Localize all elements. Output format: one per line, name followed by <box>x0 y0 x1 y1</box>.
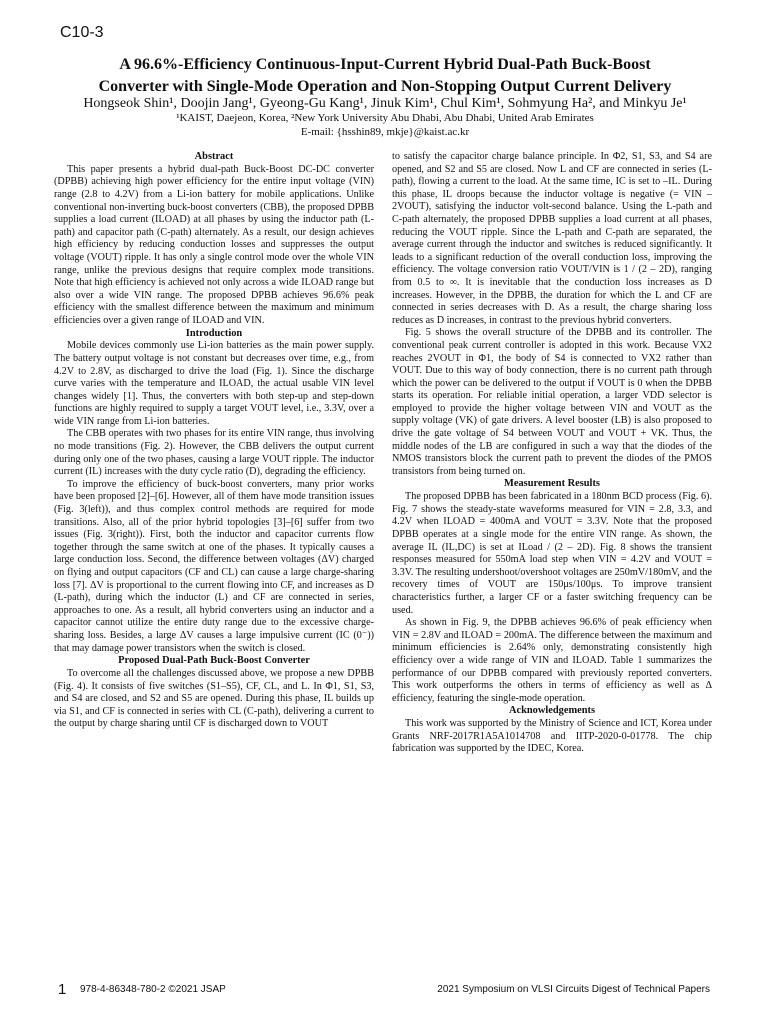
affiliations: ¹KAIST, Daejeon, Korea, ²New York University Abu Dhabi, Abu Dhabi, United Arab Emirates <box>176 112 594 124</box>
page-number: 1 <box>58 981 67 998</box>
acknowledgements-heading: Acknowledgements <box>508 705 595 717</box>
proposed-paragraph-continued: to satisfy the capacitor charge balance principle. In Φ2, S1, S3, and S4 are opened, and S2 and S5 are closed. Now L and CF are connected in series (L-path), flowing a current to the load. At the same time, IC is set to –IL. During this phase, IL droops because the inductor voltage is negative (= VIN – 2VOUT), satisfying the inductor volt-second balance. Using the L-path and C-path alternately, the proposed DPBB supplies a load current at all phases, reducing the VOUT ripple. Since the L-path and C-path are separated, the average current through the inductor and switches is reduced significantly. It leads to a significant reduction of the overall conduction loss, improving the efficiency. The voltage conversion ratio VOUT/VIN is 1 / (2 – 2D), ranging from 0.5 to ∞. It is inevitable that the conduction loss increases as D increases. However, in the DPBB, the duration for which the L and CF are connected in series decreases with D. As a result, the charge sharing loss reduces as D increases, in contrast to the previous hybrid converters. <box>392 151 712 326</box>
contact-email: E-mail: {hsshin89, mkje}@kaist.ac.kr <box>300 126 470 138</box>
right-column <box>392 151 712 756</box>
title-line-1: A 96.6%-Efficiency Continuous-Input-Current Hybrid Dual-Path Buck-Boost <box>119 56 651 73</box>
abstract-text: This paper presents a hybrid dual-path Buck-Boost DC-DC converter (DPBB) achieving high power efficiency for the entire input voltage (VIN) range (2.8 to 4.2V) from a Li-ion battery for mobile applications. Unlike conventional non-inverting buck-boost converters (CBB), the proposed DPBB supplies a load current (ILOAD) at all phases by using the inductor path (L-path) and capacitor path (C-path) alternately. As a result, our design achieves high efficiency by reducing conduction losses and suppresses the output voltage (VOUT) ripple. It has only a single control mode over the whole VIN range, unlike the previous designs that require complex mode transitions. Note that high efficiency is achieved not only across a wide ILOAD range but also over a wide VIN range. The proposed DPBB achieves 96.6% peak efficiency with the smallest difference between the maximum and minimum efficiencies over a given range of ILOAD and VIN. <box>54 163 374 326</box>
intro-paragraph-3: To improve the efficiency of buck-boost converters, many prior works have been proposed [2]–[6]. However, all of them have mode transition issues (Fig. 3(left)), and thus complex control methods are required for mode transitions. Also, all of the prior hybrid topologies [3]–[6] suffer from two issues (Fig. 3(right)). First, both the inductor and capacitor currents flow together through the same switch at one of the phases. It typically causes a large conduction loss. Second, the difference between voltages (ΔV) charged on flying and output capacitors (CF and CL) can cause a large charge-sharing loss [7]. ΔV is proportional to the current flowing into CF, and increases as D (L-path), during which the inductor (L) and CF are connected in series, approaches to one. As a result, all hybrid converters using an inductor and a capacitor cannot utilize the entire duty range due to the excessive charge-sharing loss. Besides, a large ΔV causes a large impulsive current (IC (0⁻)) that may damage power transistors when the switch is closed. <box>54 478 374 654</box>
introduction-heading: Introduction <box>185 327 243 339</box>
intro-paragraph-2: The CBB operates with two phases for its entire VIN range, thus involving no mode transitions (Fig. 2). However, the CBB delivers the output current during only one of the two phases, causing a large VOUT ripple. The inductor current (IL) increases with the duty cycle ratio (D), degrading the efficiency. <box>54 428 374 478</box>
measurement-paragraph-2: As shown in Fig. 9, the DPBB achieves 96.6% of peak efficiency when VIN = 2.8V and ILOAD = 200mA. The difference between the maximum and minimum efficiencies is 2.64% only, demonstrating consistently high efficiency over a wide range of VIN and ILOAD. Table 1 summarizes the performance of our DPBB compared with previously reported converters. This work outperforms the others in terms of efficiency as well as Δ efficiency, featuring the single-mode operation. <box>392 617 712 704</box>
paper-title <box>40 54 730 98</box>
intro-paragraph-1: Mobile devices commonly use Li-ion batteries as the main power supply. The battery output voltage is not constant but decreases over time, e.g., from 4.2V to 2.8V, as discharged to drive the load (Fig. 1). Since the discharge curve varies with the temperature and ILOAD, the actual usable VIN level changes widely [1]. Thus, the converters with both step-up and step-down functions are highly required to supply a target VOUT level, i.e., 3.3V, over a wide VIN range from Li-ion batteries. <box>54 340 374 427</box>
author-list: Hongseok Shin¹, Doojin Jang¹, Gyeong-Gu Kang¹, Jinuk Kim¹, Chul Kim¹, Sohmyung Ha², and Minkyu Je¹ <box>83 96 687 111</box>
measurement-heading: Measurement Results <box>504 478 600 490</box>
measurement-paragraph-1: The proposed DPBB has been fabricated in a 180nm BCD process (Fig. 6). Fig. 7 shows the steady-state waveforms measured for VIN = 2.8, 3.3, and 4.2V when ILOAD = 400mA and VOUT = 3.3V. Note that the proposed DPBB operates at a single mode for the entire VIN range. As shown, the average IL (IL,DC) is set at ILoad / (2 – 2D). Fig. 8 shows the transient responses measured for 550mA load step when VIN = 4.2V and VOUT = 3.3V. The resulting undershoot/overshoot voltages are 250mV/180mV, and the recovery times of VOUT are 150μs/100μs. To improve transient characteristics further, a larger CF or a faster switching frequency can be used. <box>392 491 713 616</box>
isbn-copyright: 978-4-86348-780-2 ©2021 JSAP <box>80 984 226 995</box>
title-line-2: Converter with Single-Mode Operation and Non-Stopping Output Current Delivery <box>98 78 672 95</box>
conference-name: 2021 Symposium on VLSI Circuits Digest of Technical Papers <box>437 984 710 995</box>
structure-paragraph: Fig. 5 shows the overall structure of the DPBB and its controller. The conventional peak current controller is adopted in this work. Because VX2 reaches 2VOUT in Φ1, the body of S4 is connected to VX2 rather than VOUT. Due to this way of body connection, there is no current path through which the power can be delivered to the output if VOUT is 0 when the DPBB starts its operation. For reliable initial operation, a larger VDD selector is employed to provide the higher voltage between VIN and VOUT as the supply voltage (VK) of gate drivers. A level booster (LB) is also proposed to drive the gate voltage of S4 between VOUT and VOUT + VK. Thus, the middle nodes of the LB are configured in such a way that the diodes of the NMOS transistors block the current path to prevent the diodes of the PMOS transistors from being turned on. <box>392 327 712 477</box>
proposed-paragraph-1: To overcome all the challenges discussed above, we propose a new DPBB (Fig. 4). It consists of five switches (S1–S5), CF, CL, and L. In Φ1, S1, S3, and S4 are closed, and S2 and S5 are opened. During this phase, IL builds up via S1, and CF is connected in series with CL (C-path), delivering a current to the output by charge sharing until CF is discharged down to VOUT <box>54 667 374 730</box>
abstract-heading: Abstract <box>194 151 234 162</box>
proposed-heading: Proposed Dual-Path Buck-Boost Converter <box>118 655 310 667</box>
acknowledgements-text: This work was supported by the Ministry of Science and ICT, Korea under Grants NRF-2017R1A5A1014708 and IITP-2020-0-01778. The chip fabrication was supported by the IDEC, Korea. <box>392 718 712 755</box>
session-label: C10-3 <box>60 24 104 41</box>
left-column <box>54 151 374 731</box>
